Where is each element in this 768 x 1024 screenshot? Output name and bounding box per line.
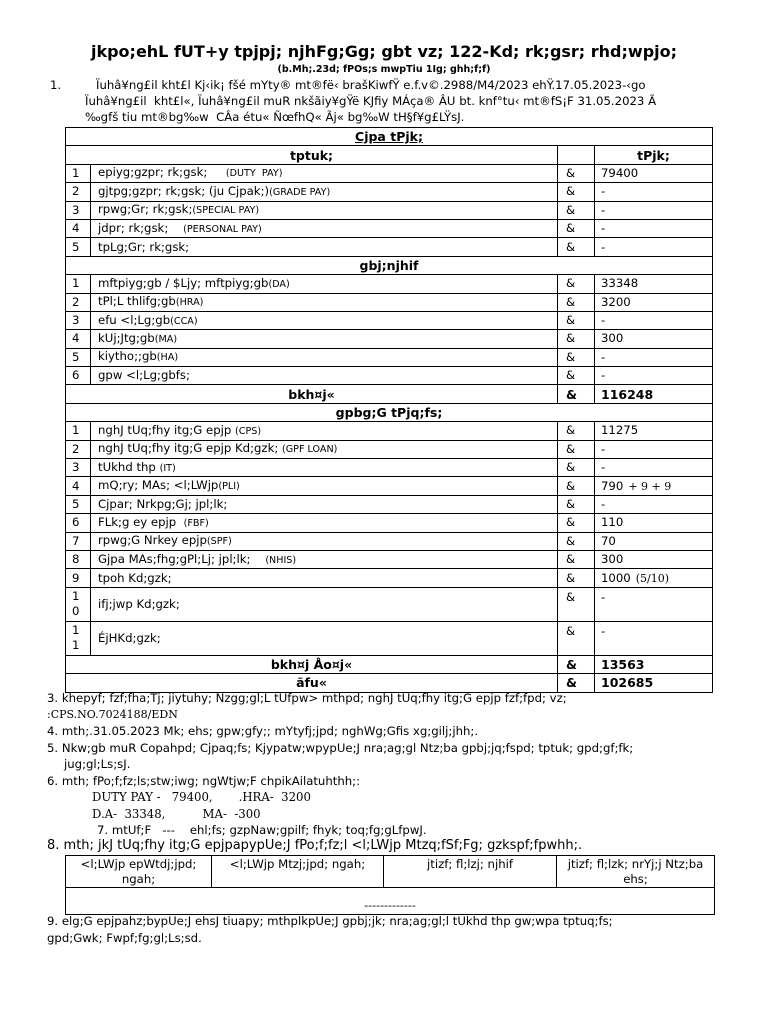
- paragraph-number: 1.: [50, 78, 62, 92]
- row-value: 3200: [601, 294, 631, 309]
- row-value: 110: [601, 515, 624, 530]
- separator: &: [558, 532, 595, 550]
- row-value: -: [601, 589, 606, 604]
- row-number-cell: [66, 514, 91, 532]
- table-caption-cell: [66, 128, 713, 146]
- table-row: [66, 477, 713, 495]
- row-number: 11: [72, 623, 80, 653]
- paragraph-line: ‰gfš tiu mt®bg‰w CÂa étu« ÑœfhQ« Ãj« bg‰W tH§f¥g£LŸsJ.: [85, 110, 465, 124]
- row-value-cell: [595, 440, 713, 458]
- row-description: nghJ tUq;fhy itg;G epjp Kd;gzk;: [98, 441, 282, 456]
- separator: &: [558, 674, 595, 692]
- column-header: <l;LWjp epWtdj;jpd; ngah;: [66, 856, 212, 888]
- salary-table-body: [66, 164, 713, 692]
- row-value: -: [601, 239, 606, 254]
- row-description: gpw <l;Lg;gbfs;: [98, 368, 190, 383]
- separator: &: [558, 587, 595, 621]
- row-value-cell: [595, 587, 713, 621]
- net-pay-row-value: 102685: [595, 674, 713, 692]
- row-value-cell: [595, 293, 713, 311]
- row-value-cell: [595, 238, 713, 256]
- separator: &: [558, 495, 595, 513]
- separator: &: [558, 275, 595, 293]
- separator: &: [558, 311, 595, 329]
- row-code: (GRADE PAY): [269, 186, 331, 198]
- row-number: 1: [72, 276, 80, 291]
- row-number-cell: [66, 201, 91, 219]
- row-code: (PERSONAL PAY): [183, 223, 262, 235]
- column-header: jtizf; fl;lzk; nrYj;j Ntz;ba ehs;: [557, 856, 715, 888]
- paragraph-line: gpd;Gwk; Fwpf;fg;gl;Ls;sd.: [47, 931, 202, 945]
- row-value-cell: [595, 459, 713, 477]
- separator: &: [558, 219, 595, 237]
- row-description: ifj;jwp Kd;gzk;: [98, 596, 180, 611]
- row-description-cell: [91, 201, 558, 219]
- separator: &: [558, 385, 595, 403]
- row-description: gjtpg;gzpr; rk;gsk; (ju Cjpak;): [98, 183, 270, 198]
- note-item-9: [47, 913, 757, 947]
- row-number: 4: [72, 331, 80, 346]
- table-row: [66, 367, 713, 385]
- deduction-total-row: [66, 655, 713, 673]
- row-description: kUj;Jtg;gb: [98, 330, 155, 345]
- row-number-cell: [66, 621, 91, 655]
- allowance-summary-line: D.A- 33348, MA- -300: [92, 806, 261, 821]
- row-code: (SPF): [206, 536, 232, 548]
- investment-table: [65, 855, 715, 915]
- table-row: [66, 621, 713, 655]
- note-item-6: 6. mth; fPo;f;fz;ls;stw;iwg; ngWtjw;F chpikAilatuhthh;:: [47, 773, 361, 788]
- row-code: (DUTY PAY): [225, 168, 283, 180]
- row-value: 300: [601, 552, 624, 567]
- table-row: [66, 219, 713, 237]
- row-value-cell: [595, 311, 713, 329]
- row-description: kiytho;;gb: [98, 349, 157, 364]
- row-number: 5: [72, 497, 80, 511]
- separator: &: [558, 164, 595, 182]
- separator: &: [558, 293, 595, 311]
- row-code: (IT): [159, 462, 176, 474]
- row-value-note: (5/10): [635, 571, 670, 585]
- row-code: (HA): [156, 352, 179, 364]
- investment-empty-row: [66, 888, 715, 915]
- section-heading: gpbg;G tPjq;fs;: [66, 403, 713, 421]
- row-number: 6: [72, 368, 80, 383]
- row-value-cell: [595, 495, 713, 513]
- row-description-cell: [91, 238, 558, 256]
- row-description: tpoh Kd;gzk;: [98, 570, 172, 585]
- row-value: -: [601, 623, 606, 638]
- column-header-separator: [558, 146, 595, 164]
- row-value-cell: [595, 275, 713, 293]
- table-row: [66, 569, 713, 587]
- row-value: -: [601, 349, 606, 364]
- row-description: ÉjHKd;gzk;: [98, 630, 161, 645]
- row-number-cell: [66, 477, 91, 495]
- row-number: 2: [72, 184, 80, 199]
- note-item-4: 4. mth;.31.05.2023 Mk; ehs; gpw;gfy;; mYtyfj;jpd; nghWg;Gfis xg;gilj;jhh;.: [47, 724, 479, 738]
- row-value-cell: [595, 621, 713, 655]
- separator: &: [558, 330, 595, 348]
- row-code: (SPECIAL PAY): [192, 205, 260, 217]
- table-caption: Cjpa tPjk;: [355, 129, 423, 145]
- row-value-cell: [595, 348, 713, 366]
- row-value: -: [601, 441, 606, 456]
- row-description-cell: [91, 183, 558, 201]
- row-number: 3: [72, 313, 80, 328]
- row-value: 11275: [601, 423, 639, 438]
- row-number-cell: [66, 440, 91, 458]
- salary-table-head: [66, 128, 713, 165]
- row-value-cell: [595, 201, 713, 219]
- row-description: nghJ tUq;fhy itg;G epjp: [98, 422, 235, 437]
- gross-total-row-value: 116248: [595, 385, 713, 403]
- row-description-cell: [91, 367, 558, 385]
- row-description-cell: [91, 621, 558, 655]
- table-row: [66, 348, 713, 366]
- row-number-cell: [66, 459, 91, 477]
- row-number-cell: [66, 495, 91, 513]
- row-value-cell: [595, 183, 713, 201]
- deduction-total-row-label: bkh¤j Åo¤j«: [66, 655, 558, 673]
- row-number-cell: [66, 293, 91, 311]
- row-value-cell: [595, 367, 713, 385]
- separator: &: [558, 459, 595, 477]
- row-number-cell: [66, 550, 91, 568]
- column-header-description: tptuk;: [66, 146, 558, 164]
- row-description-cell: [91, 311, 558, 329]
- row-description: tpLg;Gr; rk;gsk;: [98, 239, 190, 254]
- row-description-cell: [91, 550, 558, 568]
- row-description-cell: [91, 219, 558, 237]
- row-number-cell: [66, 183, 91, 201]
- table-row: [66, 164, 713, 182]
- row-value: -: [601, 497, 606, 511]
- separator: &: [558, 348, 595, 366]
- row-description-cell: [91, 330, 558, 348]
- row-value: 70: [601, 533, 616, 548]
- row-code: (MA): [154, 333, 178, 345]
- row-number: 4: [72, 221, 80, 236]
- pay-summary-line: DUTY PAY - 79400, .HRA- 3200: [92, 790, 311, 804]
- separator: &: [558, 422, 595, 440]
- table-row: [66, 275, 713, 293]
- deduction-total-row-value: 13563: [595, 655, 713, 673]
- row-description-cell: [91, 477, 558, 495]
- separator: &: [558, 569, 595, 587]
- row-description-cell: [91, 422, 558, 440]
- row-number: 6: [72, 515, 80, 530]
- row-number: 1: [72, 165, 80, 180]
- column-header-amount: tPjk;: [595, 146, 713, 164]
- row-number: 3: [72, 460, 80, 475]
- table-row: [66, 330, 713, 348]
- page-subtitle: (b.Mh;.23d; fPOs;s mwpTiu 1Ig; ghh;f;f): [277, 64, 491, 75]
- table-row: [66, 238, 713, 256]
- row-number-cell: [66, 219, 91, 237]
- row-number: 1: [72, 423, 80, 438]
- row-number-cell: [66, 367, 91, 385]
- row-value-cell: [595, 477, 713, 495]
- row-value: -: [601, 460, 606, 475]
- row-number: 8: [72, 552, 80, 567]
- row-description-cell: [91, 587, 558, 621]
- separator: &: [558, 440, 595, 458]
- row-number-cell: [66, 275, 91, 293]
- table-row: [66, 311, 713, 329]
- row-description: mftpiyg;gb / $Ljy; mftpiyg;gb: [98, 275, 269, 290]
- row-number: 4: [72, 478, 80, 493]
- note-item-8: 8. mth; jkJ tUq;fhy itg;G epjpapypUe;J fPo;f;fz;l <l;LWjp Mtzq;fSf;Fg; gzkspf;fpwhh;.: [47, 838, 583, 853]
- row-description: efu <l;Lg;gb: [98, 312, 171, 327]
- row-description-cell: [91, 293, 558, 311]
- separator: &: [558, 655, 595, 673]
- row-number: 3: [72, 202, 80, 217]
- row-code: (NHIS): [265, 554, 297, 566]
- row-value: 33348: [601, 276, 639, 291]
- row-value-cell: [595, 569, 713, 587]
- row-code: (CPS): [235, 425, 262, 437]
- row-number: 2: [72, 294, 80, 309]
- note-item-3: 3. khepyf; fzf;fha;Tj; jiytuhy; Nzgg;gl;L tUfpw> mthpd; nghJ tUq;fhy itg;G epjp fzf;fpd; vz;: [47, 691, 567, 705]
- row-description: jdpr; rk;gsk;: [98, 220, 184, 235]
- table-row: [66, 495, 713, 513]
- section-heading: gbj;njhif: [66, 256, 713, 274]
- row-number-cell: [66, 238, 91, 256]
- note-item-5: 5. Nkw;gb muR Copahpd; Cjpaq;fs; Kjypatw;wpypUe;J nra;ag;gl Ntz;ba gpbj;jq;fspd; tptuk; gpd;gf;fk;: [47, 740, 634, 755]
- table-row: [66, 532, 713, 550]
- section-heading-row: [66, 403, 713, 421]
- notes-section: [47, 690, 747, 839]
- row-number-cell: [66, 569, 91, 587]
- row-number: 10: [72, 589, 80, 619]
- row-number: 5: [72, 239, 80, 254]
- salary-table: [65, 127, 713, 693]
- table-row: [66, 183, 713, 201]
- paragraph-line: 9. elg;G epjpahz;bypUe;J ehsJ tiuapy; mthplkpUe;J gpbj;jk; nra;ag;gl;l tUkhd thp gw;wpa tptuq;fs;: [47, 914, 613, 928]
- row-value: 79400: [601, 165, 639, 180]
- separator: &: [558, 201, 595, 219]
- row-description-cell: [91, 569, 558, 587]
- row-description-cell: [91, 514, 558, 532]
- row-description: tUkhd thp: [98, 459, 160, 474]
- separator: &: [558, 514, 595, 532]
- table-row: [66, 422, 713, 440]
- column-header: <l;LWjp Mtzj;jpd; ngah;: [212, 856, 384, 888]
- row-number-cell: [66, 311, 91, 329]
- row-description-cell: [91, 440, 558, 458]
- separator: &: [558, 621, 595, 655]
- separator: &: [558, 183, 595, 201]
- row-code: (GPF LOAN): [282, 444, 338, 456]
- row-description: Cjpar; Nrkpg;Gj; jpl;lk;: [98, 497, 228, 511]
- row-description-cell: [91, 275, 558, 293]
- paragraph-line: Ïuhâ¥ng£il kht£l Kj‹ik¡ fšé mYty® mt®fë‹ brašKiwfŸ e.f.v©.2988/M4/2023 ehŸ.17.05.2023-‹go: [96, 78, 646, 92]
- row-value-cell: [595, 550, 713, 568]
- gross-total-row-label: bkh¤j«: [66, 385, 558, 403]
- row-description-cell: [91, 495, 558, 513]
- separator: &: [558, 550, 595, 568]
- table-row: [66, 293, 713, 311]
- row-value: 790: [601, 478, 624, 493]
- row-number: 9: [72, 570, 80, 585]
- row-value: -: [601, 368, 606, 383]
- page-title: jkpo;ehL fUT+y tpjpj; njhFg;Gg; gbt vz; 122-Kd; rk;gsr; rhd;wpjo;: [90, 42, 678, 61]
- row-value: -: [601, 313, 606, 328]
- empty-row-marker: -------------: [66, 888, 715, 915]
- row-description: epiyg;gzpr; rk;gsk;: [98, 165, 226, 180]
- separator: &: [558, 238, 595, 256]
- row-number-cell: [66, 422, 91, 440]
- column-header: jtizf; fl;lzj; njhif: [384, 856, 557, 888]
- gross-total-row: [66, 385, 713, 403]
- row-description-cell: [91, 459, 558, 477]
- row-value-note: + 9 + 9: [628, 479, 672, 493]
- row-description: Gjpa MAs;fhg;gPl;Lj; jpl;lk;: [98, 551, 266, 566]
- row-value: 300: [601, 331, 624, 346]
- row-description: FLk;g ey epjp: [98, 514, 184, 529]
- table-header-row: [66, 146, 713, 164]
- row-value: -: [601, 184, 606, 199]
- row-value-cell: [595, 532, 713, 550]
- table-row: [66, 440, 713, 458]
- separator: &: [558, 477, 595, 495]
- row-number-cell: [66, 330, 91, 348]
- row-value: -: [601, 221, 606, 236]
- investment-header-row: [66, 856, 715, 888]
- row-value-cell: [595, 330, 713, 348]
- table-row: [66, 459, 713, 477]
- row-number-cell: [66, 532, 91, 550]
- row-code: (CCA): [170, 315, 198, 327]
- row-description: rpwg;Gr; rk;gsk;: [98, 202, 193, 217]
- table-row: [66, 587, 713, 621]
- row-description: rpwg;G Nrkey epjp: [98, 533, 207, 548]
- separator: &: [558, 367, 595, 385]
- net-pay-row-label: ãfu«: [66, 674, 558, 692]
- row-description-cell: [91, 532, 558, 550]
- section-heading-row: [66, 256, 713, 274]
- row-description: tPl;L thlifg;gb: [98, 294, 176, 309]
- row-number: 2: [72, 441, 80, 456]
- note-item-7: 7. mtUf;F --- ehl;fs; gzpNaw;gpilf; fhyk; toq;fg;gLfpwJ.: [97, 823, 427, 837]
- row-number-cell: [66, 348, 91, 366]
- row-code: (PLI): [218, 481, 240, 493]
- row-description-cell: [91, 164, 558, 182]
- row-number: 7: [72, 533, 80, 548]
- row-value: 1000: [601, 570, 631, 585]
- paragraph-1: [85, 77, 735, 125]
- investment-table-body: [66, 856, 715, 915]
- table-caption-row: [66, 128, 713, 146]
- table-row: [66, 550, 713, 568]
- row-value-cell: [595, 422, 713, 440]
- row-value-cell: [595, 164, 713, 182]
- row-value-cell: [595, 514, 713, 532]
- row-number-cell: [66, 164, 91, 182]
- row-description: mQ;ry; MAs; <l;LWjp: [98, 478, 219, 493]
- cps-number: :CPS.NO.7024188/EDN: [47, 707, 178, 721]
- table-row: [66, 514, 713, 532]
- row-description-cell: [91, 348, 558, 366]
- row-code: (DA): [268, 278, 290, 290]
- row-number: 5: [72, 349, 80, 364]
- paragraph-line: Ïuhâ¥ng£il kht£l«, Ïuhâ¥ng£il muR nkšãiy¥gŸë KJfiy MÁça® ÂU bt. knf°tu‹ mt®fS¡F 31.05.2023 Ã: [85, 94, 657, 108]
- row-code: (FBF): [183, 517, 209, 529]
- row-value-cell: [595, 219, 713, 237]
- row-value: -: [601, 202, 606, 217]
- row-number-cell: [66, 587, 91, 621]
- table-row: [66, 201, 713, 219]
- note-item-5-continued: jug;gl;Ls;sJ.: [64, 757, 131, 771]
- row-code: (HRA): [175, 297, 204, 309]
